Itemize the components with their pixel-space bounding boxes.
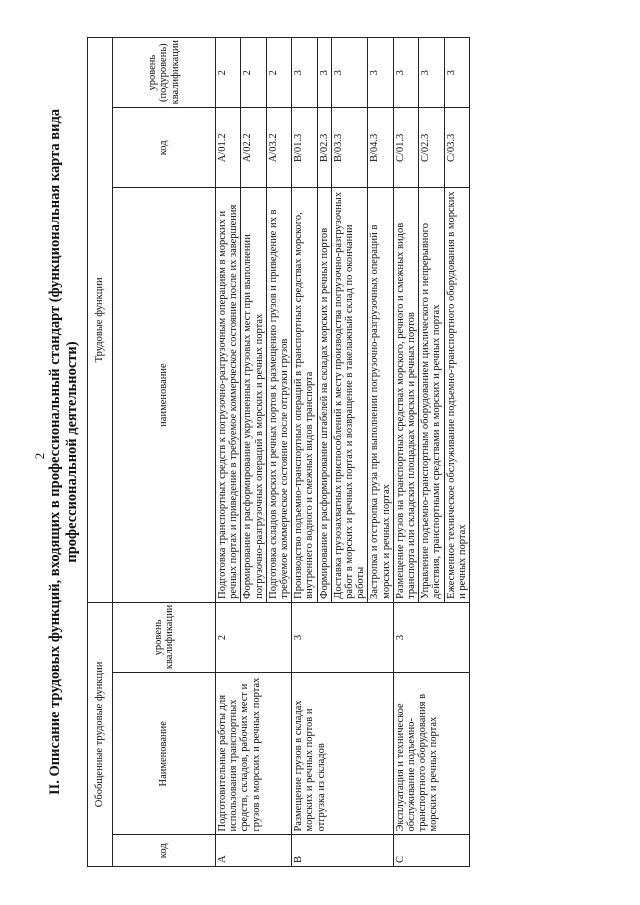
col-code-general: код xyxy=(113,835,216,867)
general-name-cell: Эксплуатация и техническое обслуживание подъемно-транспортного оборудования в морских и речных портах xyxy=(393,673,469,835)
function-level-cell: 2 xyxy=(266,38,291,108)
section-heading: II. Описание трудовых функций, входящих в профессиональный стандарт (функциональная карта вида профессиональной деятельности) xyxy=(47,108,80,796)
function-code-cell: B/03.3 xyxy=(331,108,368,188)
function-code-cell: A/02.2 xyxy=(241,108,266,188)
function-name-cell: Подготовка складов морских и речных портов к размещению грузов и приведение их в требуемое коммерческое состояние после отгрузки грузов xyxy=(266,188,291,602)
function-code-cell: B/04.3 xyxy=(368,108,393,188)
generalized-functions-header: Обобщенные трудовые функции xyxy=(88,602,113,866)
function-level-cell: 3 xyxy=(419,38,444,108)
function-code-cell: C/03.3 xyxy=(444,108,469,188)
function-name-cell: Управление подъемно-транспортным оборудованием циклического и непрерывного действия, транспортными средствами в морских и речных портах xyxy=(419,188,444,602)
function-name-cell: Формирование и расформирование укрупненных грузовых мест при выполнении погрузочно-разгрузочных операций в морских и речных портах xyxy=(241,188,266,602)
general-level-cell: 3 xyxy=(292,602,394,672)
page-number: 2 xyxy=(32,452,47,460)
function-code-cell: C/02.3 xyxy=(419,108,444,188)
rotated-content xyxy=(35,37,605,867)
col-level-function: уровень (подуровень) квалификации xyxy=(113,38,216,108)
function-code-cell: A/03.2 xyxy=(266,108,291,188)
function-name-cell: Производство подъемно-транспортных операций в транспортных средствах морского, внутреннего водного и смежных видов транспорта xyxy=(292,188,317,602)
function-name-cell: Размещение грузов на транспортных средствах морского, речного и смежных видов транспорта или складских площадках морских и речных портов xyxy=(393,188,418,602)
function-level-cell: 2 xyxy=(216,38,241,108)
general-code-cell: C xyxy=(393,835,469,867)
general-code-cell: A xyxy=(216,835,292,867)
general-level-cell: 2 xyxy=(216,602,292,672)
function-code-cell: A/01.2 xyxy=(216,108,241,188)
function-level-cell: 3 xyxy=(317,38,331,108)
general-name-cell: Подготовительные работы для использования транспортных средств, складов, рабочих мест и грузов в морских и речных портах xyxy=(216,673,292,835)
general-level-cell: 3 xyxy=(393,602,469,672)
col-name-function: наименование xyxy=(113,188,216,602)
table-row xyxy=(216,38,241,867)
function-code-cell: B/02.3 xyxy=(317,108,331,188)
function-name-cell: Доставка грузозахватных приспособлений к месту производства погрузочно-разгрузочных работ в морских и речных портах и возвращение в такелажный склад по окончании работы xyxy=(331,188,368,602)
labor-functions-header: Трудовые функции xyxy=(88,38,113,603)
function-code-cell: B/01.3 xyxy=(292,108,317,188)
function-level-cell: 3 xyxy=(292,38,317,108)
function-name-cell: Ежесменное техническое обслуживание подъемно-транспортного оборудования в морских и речных портах xyxy=(444,188,469,602)
function-level-cell: 3 xyxy=(331,38,368,108)
col-level-general: уровень квалификации xyxy=(113,602,216,672)
function-level-cell: 3 xyxy=(393,38,418,108)
col-code-function: код xyxy=(113,108,216,188)
function-name-cell: Подготовка транспортных средств к погрузочно-разгрузочным операциям в морских и речных портах и приведение в требуемое коммерческое состояние после их завершения xyxy=(216,188,241,602)
col-name-general: Наименование xyxy=(113,673,216,835)
functional-map-table xyxy=(87,37,470,867)
table-row xyxy=(292,38,317,867)
function-code-cell: C/01.3 xyxy=(393,108,418,188)
table-row xyxy=(393,38,418,867)
function-name-cell: Застропка и отстропка груза при выполнении погрузочно-разгрузочных операций в морских и речных портах xyxy=(368,188,393,602)
function-level-cell: 3 xyxy=(444,38,469,108)
function-level-cell: 3 xyxy=(368,38,393,108)
function-level-cell: 2 xyxy=(241,38,266,108)
function-name-cell: Формирование и расформирование штабелей на складах морских и речных портов xyxy=(317,188,331,602)
general-code-cell: B xyxy=(292,835,394,867)
general-name-cell: Размещение грузов в складах морских и речных портов и отгрузка из складов xyxy=(292,673,394,835)
